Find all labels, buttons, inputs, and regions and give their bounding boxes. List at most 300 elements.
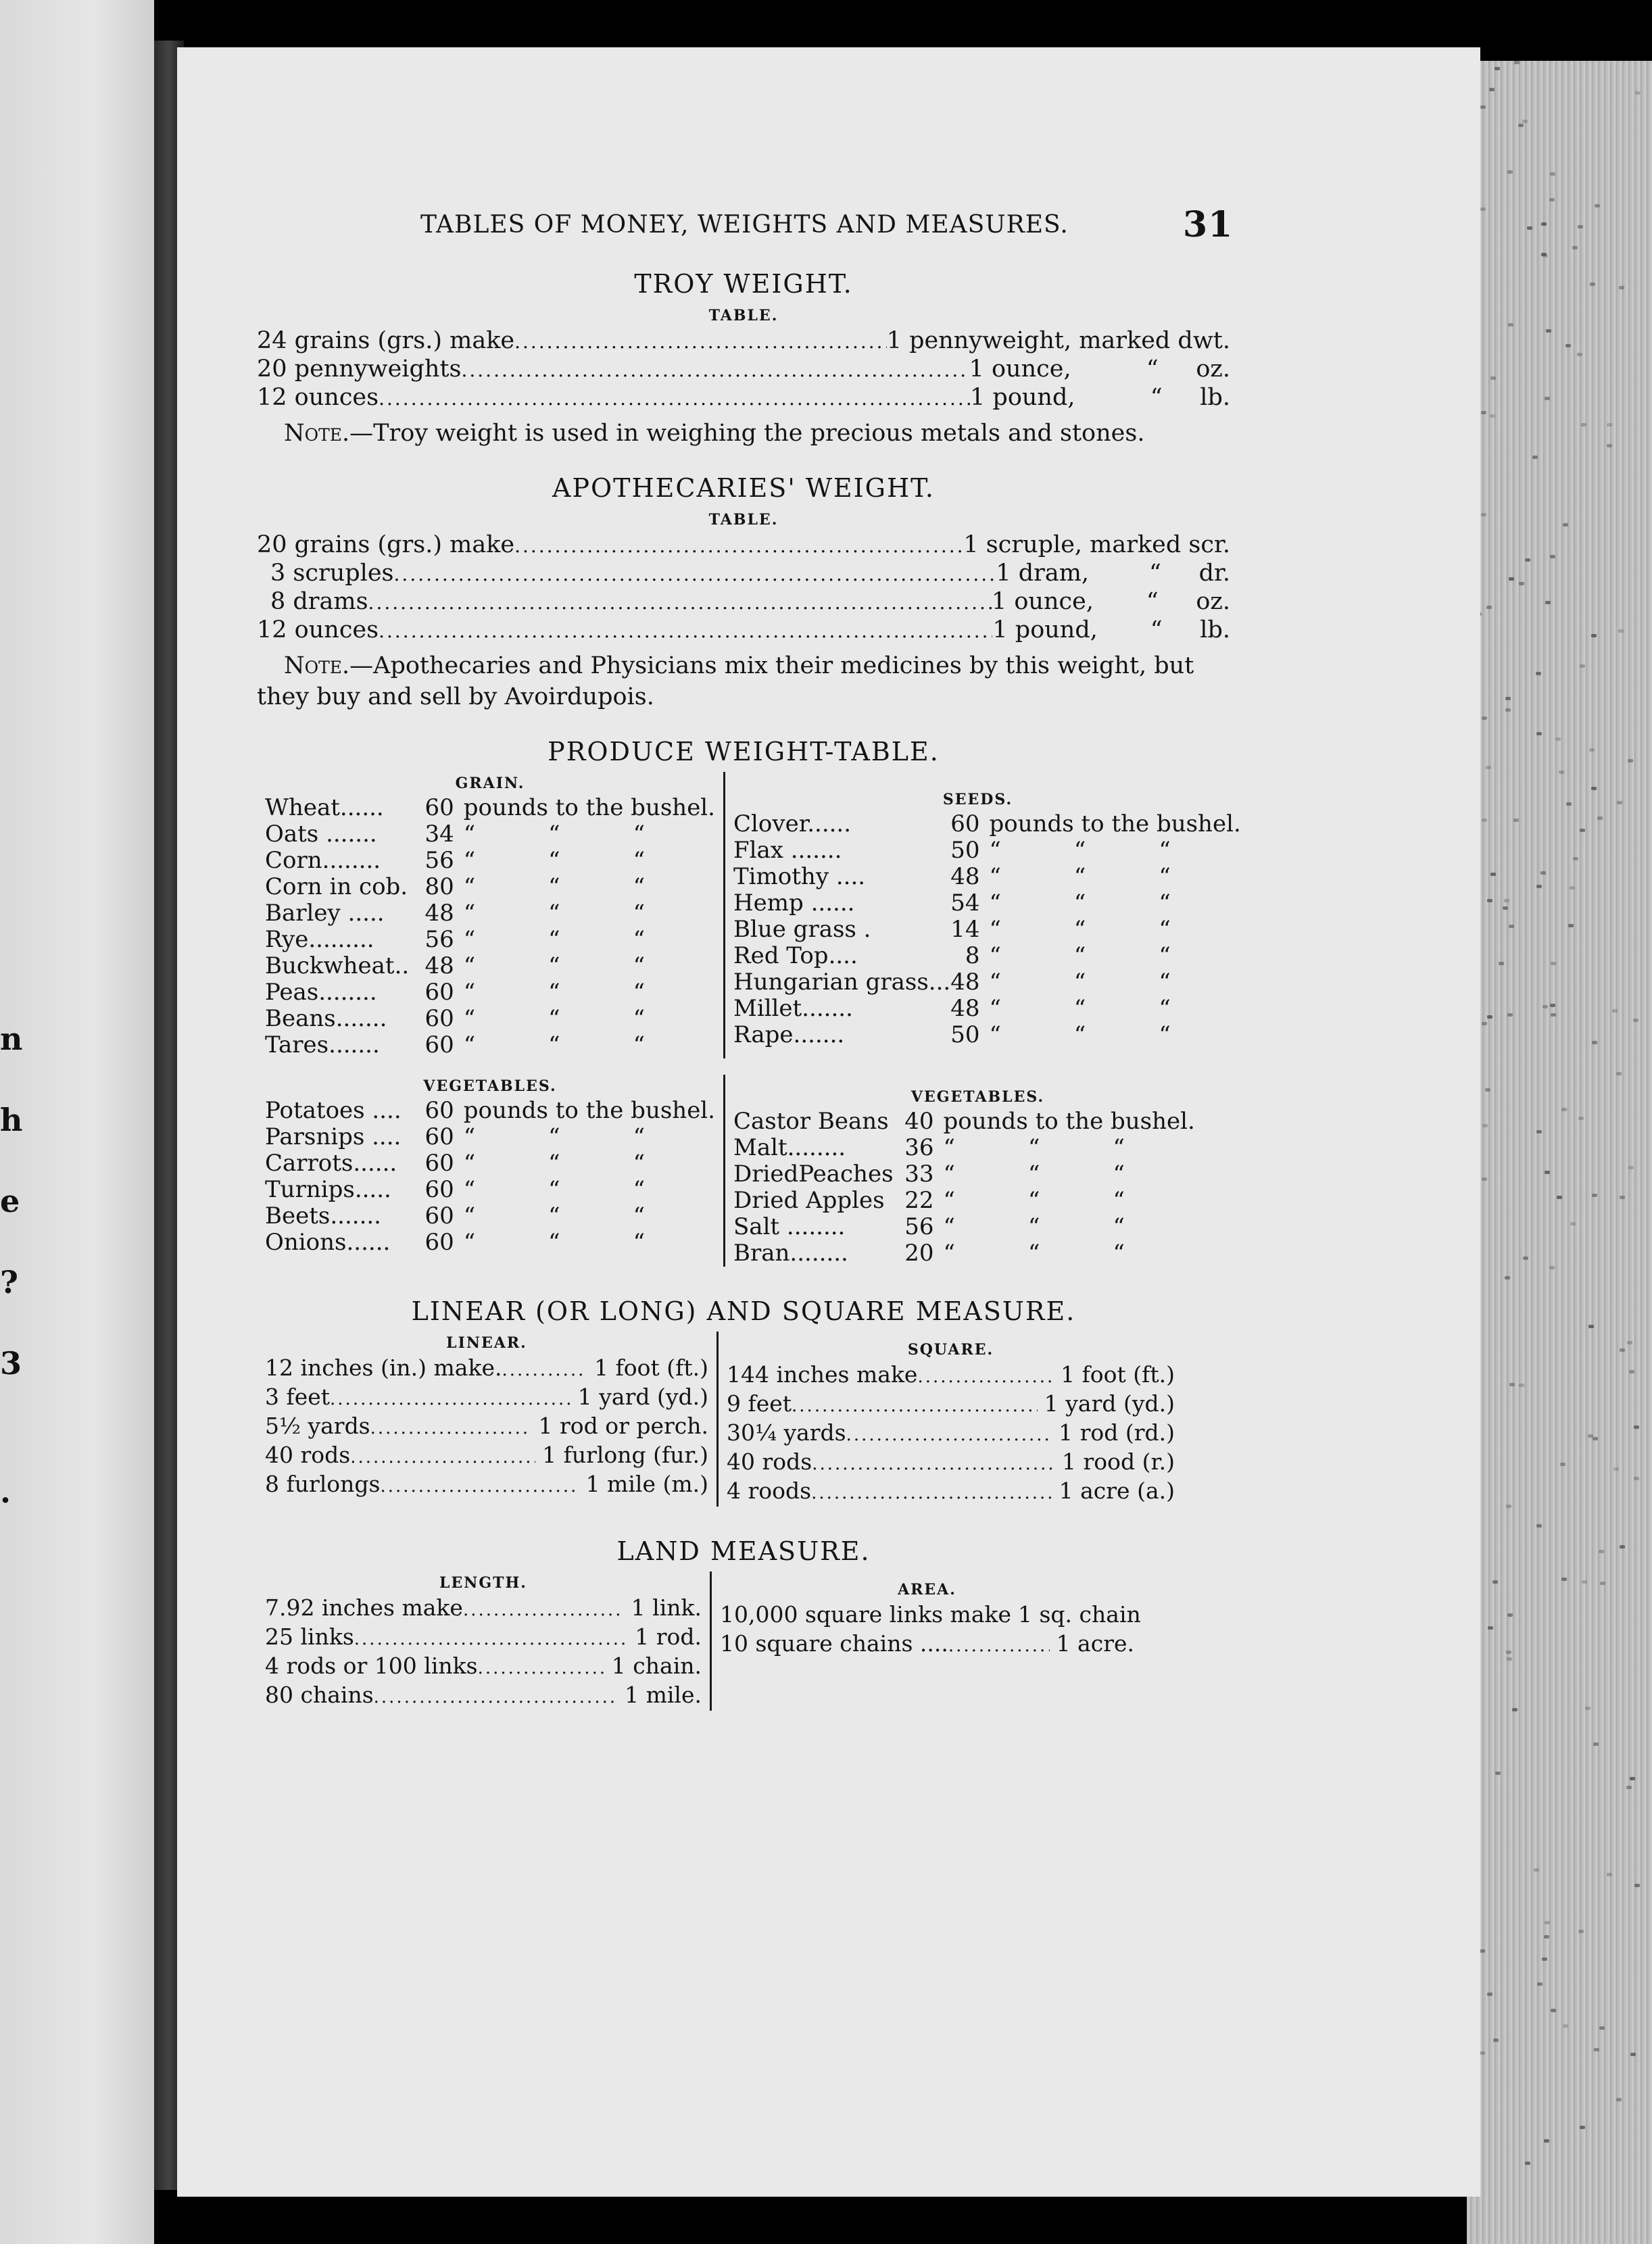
page-edge-speck <box>1566 802 1572 806</box>
page-edge-speck <box>1525 558 1530 562</box>
table-row <box>265 874 715 900</box>
vegetables-left-column <box>257 1075 723 1267</box>
item-value: 40 <box>904 1108 934 1135</box>
table-row <box>257 588 1230 616</box>
page-edge-speck <box>1593 1437 1598 1440</box>
page-edge-speck <box>1550 555 1555 558</box>
item-value: 60 <box>424 1229 454 1256</box>
table-row <box>727 1448 1175 1478</box>
table-row <box>733 1188 1222 1214</box>
row-left: 25 links <box>265 1624 354 1650</box>
page-edge-speck <box>1480 105 1486 109</box>
leader-dots <box>514 533 963 560</box>
page-edge-speck <box>1532 456 1538 459</box>
page-edge-speck <box>1551 962 1556 965</box>
row-right: 1 foot (ft.) <box>1061 1361 1175 1388</box>
table-row <box>265 1355 708 1384</box>
item-name: Malt........ <box>733 1134 846 1161</box>
linear-square-columns <box>257 1332 1230 1507</box>
leader-dots <box>502 1357 588 1384</box>
item-unit: “ “ “ <box>463 926 646 953</box>
page-edge-speck <box>1555 737 1561 741</box>
page-edge-speck <box>1480 2051 1485 2055</box>
item-value: 48 <box>950 995 980 1022</box>
item-name: Beans....... <box>265 1005 387 1032</box>
row-right: 1 yard (yd.) <box>577 1384 708 1410</box>
page-edge-speck <box>1536 1130 1542 1133</box>
item-name: Turnips..... <box>265 1176 391 1203</box>
page-edge-speck <box>1481 513 1486 516</box>
row-left: 20 pennyweights <box>257 356 462 383</box>
page-edge-speck <box>1481 411 1486 414</box>
page-edge-speck <box>1563 523 1568 527</box>
item-unit: “ “ “ <box>463 1202 646 1229</box>
item-unit: “ “ “ <box>943 1134 1125 1161</box>
table-row <box>720 1630 1134 1659</box>
item-unit: “ “ “ <box>943 1161 1125 1188</box>
length-area-columns <box>257 1571 1230 1711</box>
item-unit: “ “ “ <box>463 900 646 927</box>
margin-letter: ? <box>0 1264 18 1300</box>
running-head <box>257 196 1234 250</box>
item-name: Dried Apples <box>733 1187 885 1214</box>
item-unit: pounds to the bushel. <box>463 794 715 821</box>
grain-column <box>257 772 723 1058</box>
page-edge-speck <box>1550 172 1555 176</box>
table-row <box>727 1478 1175 1507</box>
page-edge-speck <box>1503 906 1508 910</box>
section-title: PRODUCE WEIGHT-TABLE. <box>548 737 940 766</box>
page-edge-speck <box>1495 67 1500 70</box>
item-value: 60 <box>950 810 980 837</box>
table-row <box>265 1229 715 1256</box>
item-name: DriedPeaches <box>733 1161 894 1188</box>
page-edge-speck <box>1630 1777 1635 1780</box>
item-name: Hungarian grass... <box>733 969 951 996</box>
item-name: Castor Beans <box>733 1108 889 1135</box>
item-unit: “ “ “ <box>463 1031 646 1058</box>
item-unit: “ “ “ <box>943 1240 1125 1267</box>
page-edge-speck <box>1536 732 1542 735</box>
page-edge-speck <box>1537 1982 1542 1986</box>
page-edge-speck <box>1635 91 1641 95</box>
leader-dots <box>394 561 996 588</box>
page-edge-speck <box>1482 1177 1487 1181</box>
page-edge-speck <box>1573 857 1578 860</box>
item-value: 60 <box>424 1176 454 1203</box>
page-edge-speck <box>1616 2098 1622 2101</box>
item-unit: “ “ “ <box>989 995 1171 1022</box>
row-right: 1 ounce, “ oz. <box>969 356 1230 383</box>
page-edge-speck <box>1493 2039 1499 2042</box>
produce-weight-section <box>257 731 1241 1267</box>
leader-dots <box>846 1421 1052 1448</box>
page-edge-speck <box>1594 2048 1599 2051</box>
item-unit: “ “ “ <box>989 889 1171 917</box>
table-row <box>733 1161 1222 1188</box>
page-edge-speck <box>1568 924 1574 927</box>
table-row <box>257 384 1230 412</box>
leader-dots <box>948 1632 1050 1659</box>
page-edge-speck <box>1480 1949 1485 1953</box>
note-paragraph <box>257 418 1230 449</box>
leader-dots <box>811 1480 1052 1507</box>
item-name: Clover...... <box>733 810 852 837</box>
item-unit: “ “ “ <box>463 1176 646 1203</box>
land-measure-section <box>257 1531 1230 1711</box>
item-name: Red Top.... <box>733 942 858 969</box>
row-left: 3 feet <box>265 1384 331 1410</box>
item-unit: “ “ “ <box>943 1187 1125 1214</box>
table-row <box>265 1413 708 1442</box>
table-row <box>265 927 715 953</box>
row-left: 9 feet <box>727 1390 792 1417</box>
table-row <box>265 1006 715 1032</box>
row-right: 1 scruple, marked scr. <box>963 531 1230 558</box>
page-edge-speck <box>1557 1196 1562 1199</box>
item-unit: “ “ “ <box>463 979 646 1006</box>
page-edge-speck <box>1634 1425 1639 1429</box>
item-name: Oats ....... <box>265 821 377 848</box>
page-edge-speck <box>1489 88 1495 91</box>
leader-dots <box>350 1444 535 1471</box>
item-name: Rye......... <box>265 926 374 953</box>
page-edge-speck <box>1592 1041 1597 1044</box>
page-edge-speck <box>1509 577 1514 581</box>
row-right: 1 pound, “ lb. <box>970 384 1230 411</box>
page-edge-speck <box>1514 61 1520 64</box>
page-edge-speck <box>1525 2162 1530 2165</box>
running-head-title: TABLES OF MONEY, WEIGHTS AND MEASURES. <box>420 211 1069 239</box>
page-edge-speck <box>1560 1463 1565 1466</box>
item-value: 14 <box>950 916 980 943</box>
page-edge-speck <box>1570 1222 1576 1225</box>
page-edge-speck <box>1599 2026 1605 2030</box>
item-value: 56 <box>904 1213 934 1240</box>
item-name: Tares....... <box>265 1031 380 1058</box>
item-value: 60 <box>424 794 454 821</box>
page-edge-speck <box>1519 582 1524 585</box>
item-unit: “ “ “ <box>463 1229 646 1256</box>
row-right: 1 furlong (fur.) <box>542 1442 708 1468</box>
page-edge-speck <box>1507 1013 1513 1017</box>
page-number: 31 <box>1183 204 1234 245</box>
leader-dots <box>374 1684 618 1711</box>
row-right: 1 pennyweight, marked dwt. <box>886 327 1230 354</box>
item-unit: “ “ “ <box>463 847 646 874</box>
row-left: 10 square chains .... <box>720 1630 948 1657</box>
page-edge-speck <box>1485 1088 1490 1092</box>
page-edge-speck <box>1534 1868 1539 1872</box>
linear-square-section <box>257 1291 1230 1507</box>
column-header: LENGTH. <box>439 1574 527 1592</box>
page-edge-speck <box>1540 871 1546 875</box>
item-name: Corn in cob. <box>265 873 408 900</box>
page-edge <box>1467 61 1652 2244</box>
item-name: Corn........ <box>265 847 381 874</box>
vegetables-columns <box>257 1075 1230 1267</box>
page-edge-speck <box>1577 353 1582 356</box>
item-name: Wheat...... <box>265 794 384 821</box>
row-right: 1 link. <box>631 1594 702 1621</box>
page-edge-speck <box>1581 423 1586 426</box>
page-edge-speck <box>1505 1276 1510 1279</box>
table-row <box>265 1682 702 1711</box>
leader-dots <box>379 618 992 645</box>
row-right: 1 pound, “ lb. <box>992 616 1230 643</box>
item-value: 50 <box>950 837 980 864</box>
page-edge-speck <box>1486 606 1492 609</box>
item-value: 48 <box>950 863 980 890</box>
leader-dots <box>514 328 887 356</box>
row-left: 24 grains (grs.) make <box>257 327 515 354</box>
note-paragraph <box>257 650 1230 712</box>
item-value: 8 <box>965 942 980 969</box>
page-edge-speck <box>1565 344 1571 347</box>
row-left: 3 scruples <box>270 560 394 587</box>
table-row <box>727 1390 1175 1419</box>
page-edge-speck <box>1506 1505 1511 1508</box>
row-right: 1 mile. <box>625 1682 702 1708</box>
item-unit: pounds to the bushel. <box>989 810 1241 837</box>
item-value: 60 <box>424 1097 454 1124</box>
page-edge-speck <box>1628 1166 1634 1169</box>
page-edge-speck <box>1536 885 1542 888</box>
table-row <box>265 1124 715 1150</box>
page-edge-speck <box>1499 962 1504 965</box>
page-edge-speck <box>1597 816 1603 820</box>
page-edge-speck <box>1545 601 1551 604</box>
page-edge-speck <box>1563 2024 1568 2028</box>
page-edge-speck <box>1487 1993 1492 1996</box>
grain-table <box>265 795 715 1058</box>
page-edge-speck <box>1507 1613 1513 1617</box>
item-value: 60 <box>424 1005 454 1032</box>
table-row <box>727 1361 1175 1390</box>
page-edge-speck <box>1482 819 1487 822</box>
page-edge-speck <box>1626 1786 1632 1789</box>
page-edge-speck <box>1588 1325 1594 1328</box>
table-row <box>257 356 1230 384</box>
item-unit: “ “ “ <box>989 969 1171 996</box>
item-value: 50 <box>950 1021 980 1048</box>
item-name: Onions...... <box>265 1229 391 1256</box>
vegetables-right-table <box>733 1108 1222 1267</box>
page-edge-speck <box>1612 1009 1618 1013</box>
table-row <box>257 327 1230 356</box>
column-header: SEEDS. <box>942 791 1013 808</box>
row-left: 40 rods <box>727 1448 812 1475</box>
page-edge-speck <box>1607 444 1612 447</box>
item-name: Bran........ <box>733 1240 848 1267</box>
item-value: 48 <box>950 969 980 996</box>
page-edge-speck <box>1541 253 1547 256</box>
page-edge-speck <box>1633 1019 1638 1022</box>
item-name: Barley ..... <box>265 900 385 927</box>
row-left: 144 inches make <box>727 1361 918 1388</box>
row-right: 1 rod (rd.) <box>1059 1419 1175 1446</box>
seeds-table <box>733 811 1241 1048</box>
item-name: Blue grass . <box>733 916 871 943</box>
page-edge-speck <box>1549 198 1555 201</box>
table-row <box>265 848 715 874</box>
page-edge-speck <box>1628 759 1633 762</box>
page-edge-speck <box>1578 1930 1584 1933</box>
page-edge-speck <box>1480 208 1486 211</box>
apothecaries-weight-section <box>257 468 1230 712</box>
item-name: Parsnips .... <box>265 1123 402 1150</box>
table-row <box>265 900 715 927</box>
table-row <box>733 811 1241 837</box>
item-unit: “ “ “ <box>463 821 646 848</box>
item-value: 60 <box>424 1202 454 1229</box>
table-row <box>265 1471 708 1500</box>
section-title: LAND MEASURE. <box>616 1536 871 1566</box>
page-edge-speck <box>1522 120 1528 123</box>
table-row <box>265 1653 702 1682</box>
page-edge-speck <box>1591 787 1597 790</box>
row-left: 4 rods or 100 links <box>265 1653 478 1679</box>
page-edge-speck <box>1585 1707 1590 1710</box>
row-right: 1 rood (r.) <box>1062 1448 1175 1475</box>
item-unit: “ “ “ <box>989 863 1171 890</box>
note-text: —Troy weight is used in weighing the precious metals and stones. <box>349 420 1145 447</box>
page-edge-speck <box>1504 899 1509 902</box>
note-label: Note. <box>284 652 350 679</box>
row-right: 1 dram, “ dr. <box>996 560 1230 587</box>
page-edge-speck <box>1512 1708 1517 1711</box>
table-row <box>733 943 1241 969</box>
item-unit: “ “ “ <box>463 1150 646 1177</box>
page-edge-speck <box>1550 1004 1555 1007</box>
page-edge-speck <box>1618 629 1624 633</box>
row-left: 80 chains <box>265 1682 374 1708</box>
item-name: Hemp ...... <box>733 889 855 917</box>
troy-weight-section <box>257 264 1230 449</box>
item-name: Millet....... <box>733 995 853 1022</box>
page-edge-speck <box>1542 1957 1547 1961</box>
item-unit: “ “ “ <box>989 916 1171 943</box>
table-row <box>265 1203 715 1229</box>
page-edge-speck <box>1490 376 1496 380</box>
table-row <box>265 795 715 821</box>
row-right: 1 sq. chain <box>1018 1601 1141 1628</box>
page-edge-speck <box>1630 2053 1636 2056</box>
vegetables-left-table <box>265 1098 715 1256</box>
table-row <box>265 1384 708 1413</box>
page-edge-speck <box>1595 204 1600 208</box>
item-value: 34 <box>424 821 454 848</box>
page-edge-speck <box>1551 2009 1556 2012</box>
item-value: 20 <box>904 1240 934 1267</box>
table-row <box>265 953 715 979</box>
item-value: 60 <box>424 1123 454 1150</box>
page-edge-speck <box>1519 1384 1524 1387</box>
linear-column <box>257 1332 716 1507</box>
table-row <box>733 890 1241 917</box>
page-edge-speck <box>1486 766 1491 769</box>
item-unit: “ “ “ <box>943 1213 1125 1240</box>
table-row <box>265 1624 702 1653</box>
page-edge-speck <box>1506 1651 1511 1654</box>
page-edge-speck <box>1591 634 1597 637</box>
page-edge-speck <box>1600 1582 1605 1585</box>
item-value: 36 <box>904 1134 934 1161</box>
margin-letter: n <box>0 1021 23 1057</box>
page-edge-speck <box>1580 829 1585 832</box>
row-right: 1 ounce, “ oz. <box>991 588 1230 615</box>
page-edge-speck <box>1507 170 1513 174</box>
section-title: LINEAR (OR LONG) AND SQUARE MEASURE. <box>411 1296 1076 1326</box>
row-left: 12 ounces <box>257 616 379 643</box>
row-right: 1 yard (yd.) <box>1044 1390 1175 1417</box>
row-left: 5½ yards <box>265 1413 370 1439</box>
row-right: 1 rod or perch. <box>538 1413 708 1439</box>
item-name: Peas........ <box>265 979 377 1006</box>
page-edge-speck <box>1544 1935 1549 1938</box>
table-row <box>733 969 1241 996</box>
page-edge-speck <box>1487 899 1492 902</box>
page-edge-speck <box>1549 1266 1555 1269</box>
item-value: 56 <box>424 847 454 874</box>
page-edge-speck <box>1620 1348 1625 1352</box>
table-row <box>265 1150 715 1177</box>
page-edge-speck <box>1536 1524 1542 1528</box>
row-right: 1 mile (m.) <box>585 1471 708 1497</box>
leader-dots <box>380 1473 579 1500</box>
leader-dots <box>370 1415 532 1442</box>
table-row <box>733 1240 1222 1267</box>
leader-dots <box>354 1626 628 1653</box>
page-edge-speck <box>1488 1626 1493 1630</box>
column-header: LINEAR. <box>446 1334 527 1352</box>
item-unit: “ “ “ <box>463 1123 646 1150</box>
page-edge-speck <box>1592 1194 1597 1197</box>
margin-letter: . <box>0 1473 11 1510</box>
table-row <box>265 1098 715 1124</box>
table-label: TABLE. <box>708 511 779 529</box>
page-edge-speck <box>1570 886 1575 889</box>
page-edge-speck <box>1580 2126 1585 2129</box>
page-edge-speck <box>1490 873 1496 876</box>
page-edge-speck <box>1507 1657 1512 1661</box>
page-edge-speck <box>1492 1580 1498 1584</box>
page-edge-speck <box>1505 708 1511 712</box>
item-name: Carrots...... <box>265 1150 397 1177</box>
grain-seeds-columns <box>257 772 1241 1058</box>
row-left: 4 roods <box>727 1478 812 1504</box>
page-edge-speck <box>1590 283 1595 286</box>
table-row <box>265 1032 715 1058</box>
item-value: 33 <box>904 1161 934 1188</box>
row-left: 8 furlongs <box>265 1471 381 1497</box>
page-edge-speck <box>1545 1171 1550 1174</box>
item-unit: “ “ “ <box>989 837 1171 864</box>
square-column <box>716 1332 1183 1507</box>
column-header: GRAIN. <box>455 775 525 792</box>
note-text: —Apothecaries and Physicians mix their medicines by this weight, but they buy and sell by Avoirdupois. <box>257 652 1194 710</box>
row-left: 10,000 square links make <box>720 1601 1012 1628</box>
page-edge-speck <box>1561 1578 1567 1581</box>
page-edge-speck <box>1629 1370 1634 1373</box>
page-edge-speck <box>1508 323 1513 326</box>
page-edge-speck <box>1607 1873 1612 1876</box>
row-left: 12 inches (in.) make. <box>265 1355 502 1381</box>
item-value: 80 <box>424 873 454 900</box>
page-edge-speck <box>1542 1005 1548 1008</box>
page-edge-speck <box>1518 124 1524 127</box>
table-row <box>257 560 1230 588</box>
